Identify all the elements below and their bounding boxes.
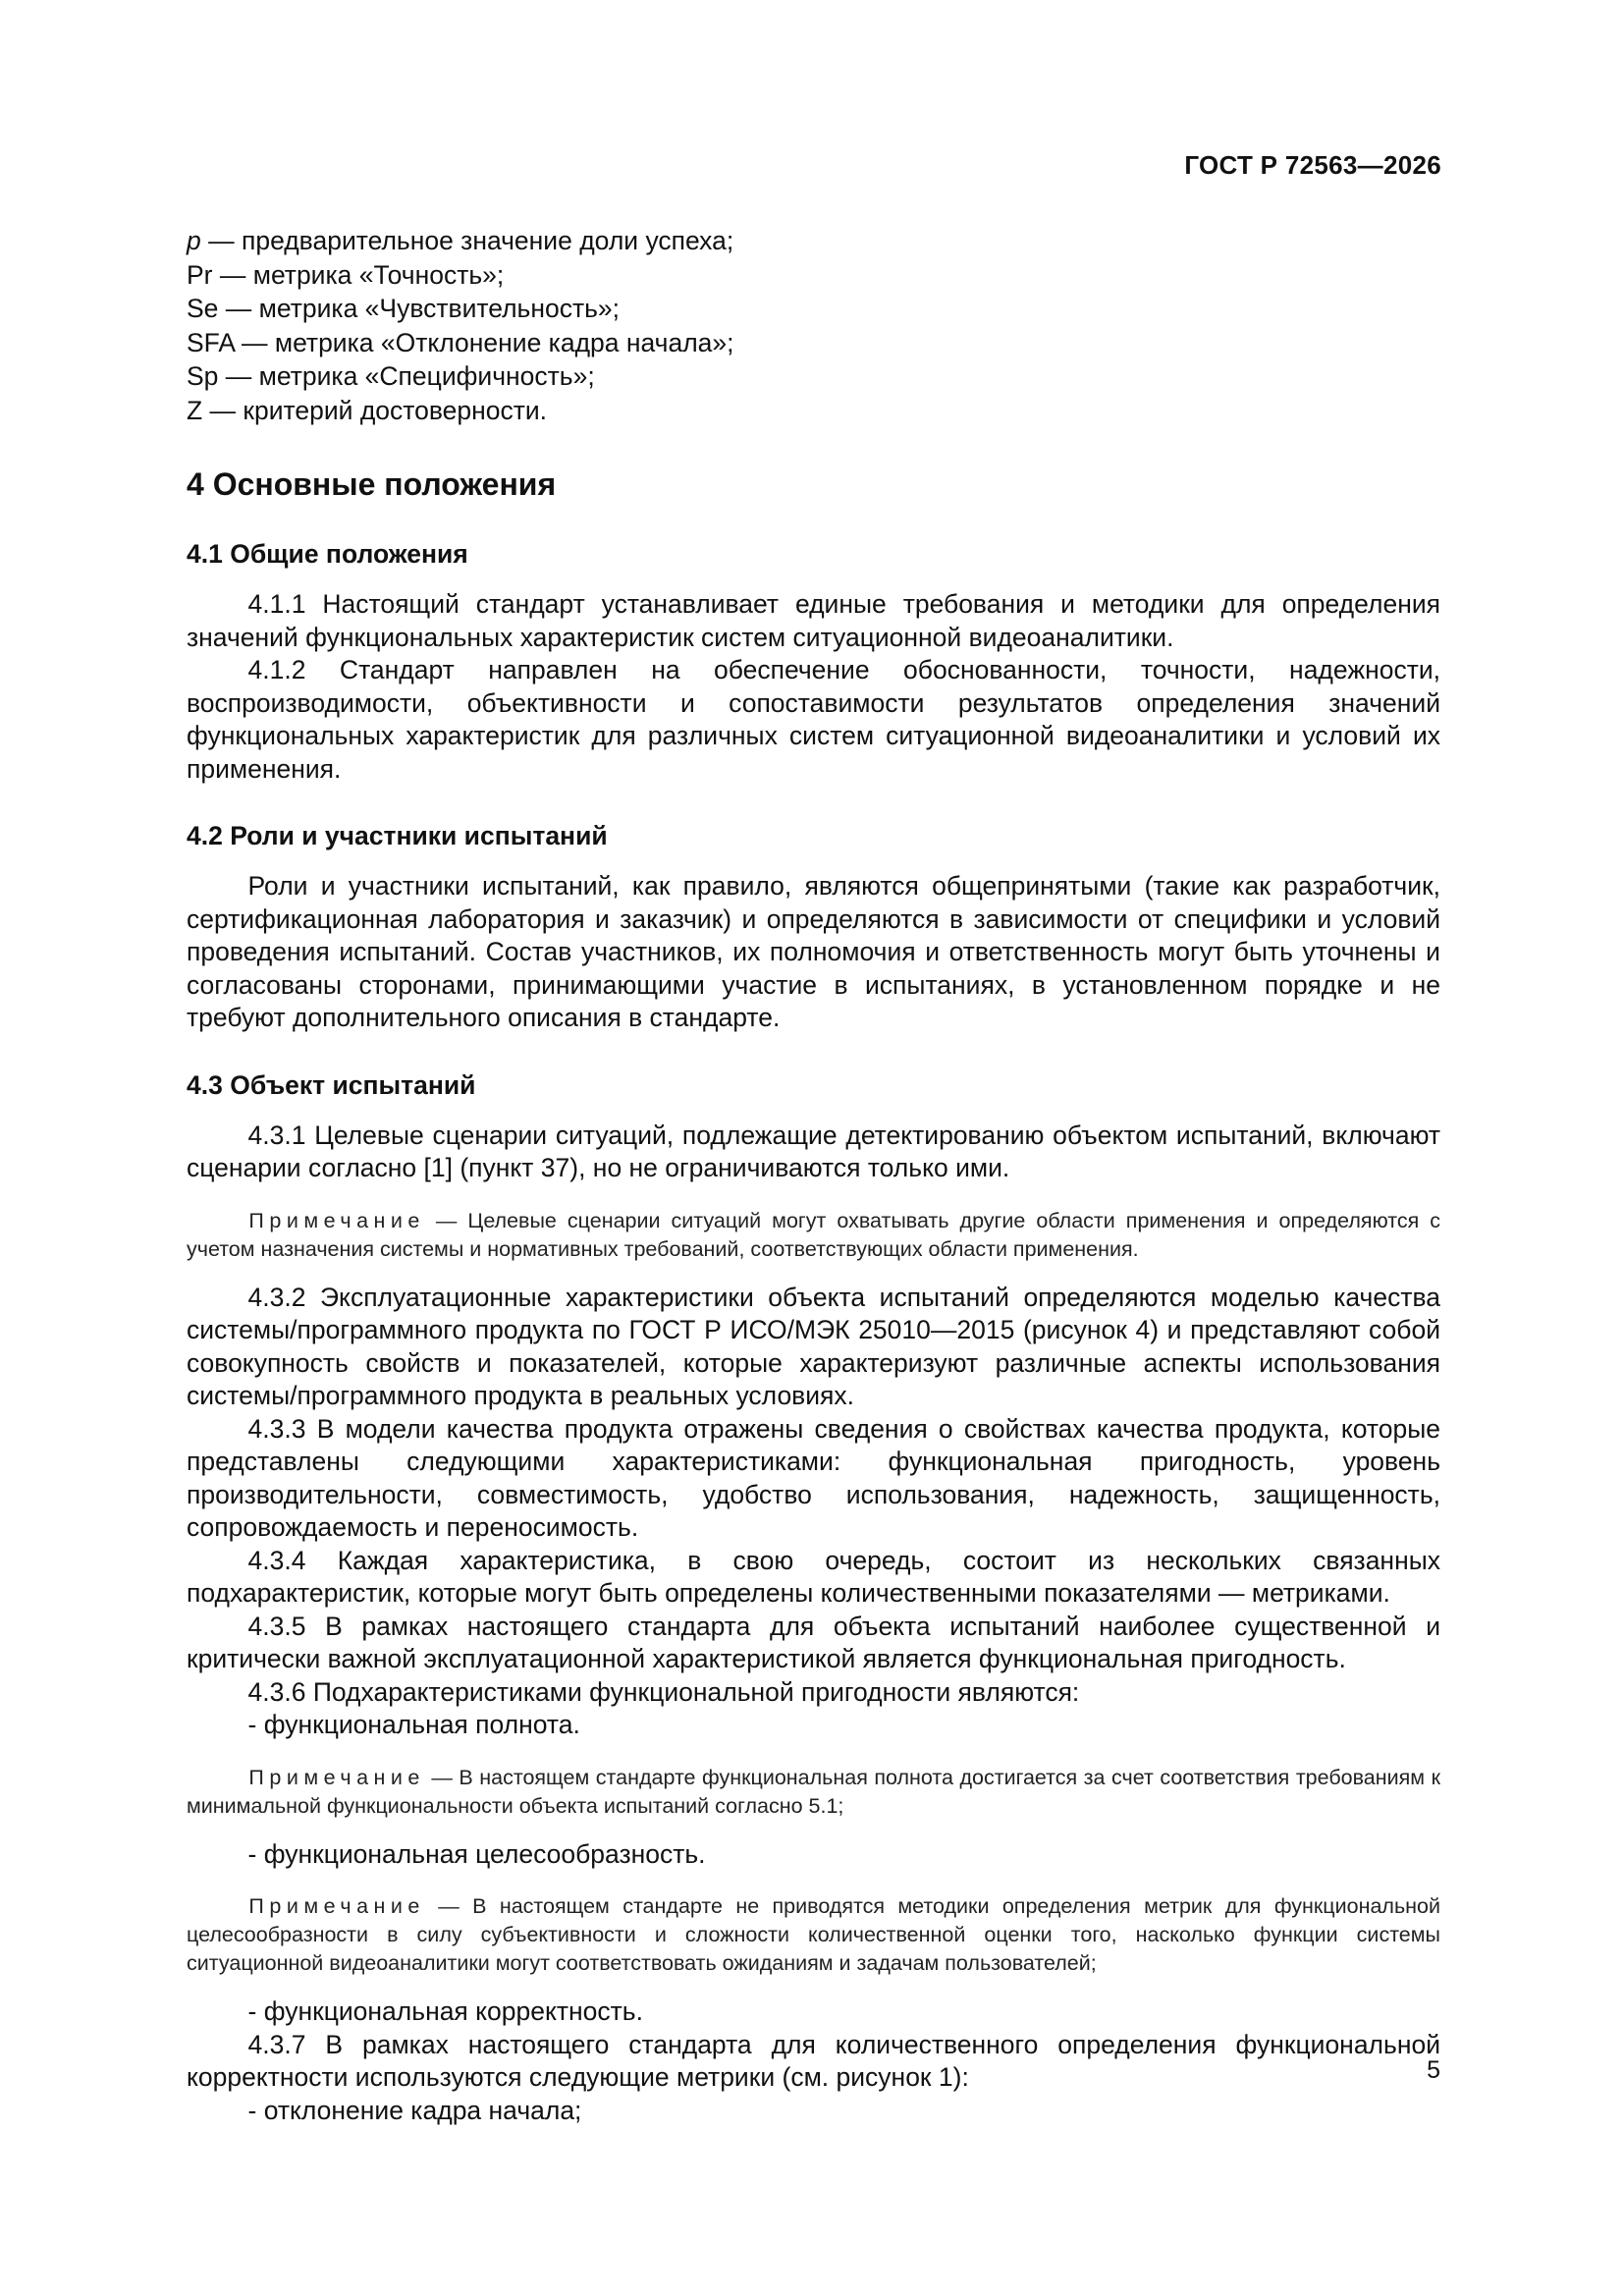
symbol-term: SFA: [187, 327, 235, 357]
symbol-definition: — критерий достоверности.: [202, 395, 548, 425]
note-3: [187, 1892, 1440, 1978]
symbol-term: p: [187, 226, 201, 255]
symbol-item: [187, 326, 1440, 360]
paragraph-4-1-2: 4.1.2 Стандарт направлен на обеспечение обоснованности, точности, надежности, воспроизводимости, объективности и сопоставимости результатов определения значений функциональных характеристик для различных систем ситуационной видеоаналитики и условий их применения.: [187, 655, 1440, 784]
symbol-definition: — предварительное значение доли успеха;: [200, 226, 734, 255]
symbol-term: Sp: [187, 361, 219, 391]
note-1: [187, 1207, 1440, 1264]
page-number: 5: [1427, 2056, 1440, 2084]
list-item: - функциональная полнота.: [247, 1710, 580, 1739]
list-item: - функциональная корректность.: [247, 1996, 643, 2026]
symbol-item: [187, 224, 1440, 258]
paragraph-4-3-5: 4.3.5 В рамках настоящего стандарта для объекта испытаний наиболее существенной и критически важной эксплуатационной характеристикой является функциональная пригодность.: [187, 1611, 1440, 1673]
list-item: - функциональная целесообразность.: [247, 1838, 706, 1869]
paragraph-4-3-1: 4.3.1 Целевые сценарии ситуаций, подлежащие детектированию объектом испытаний, включают сценарии согласно [1] (пункт 37), но не ограничиваются только ими.: [187, 1120, 1440, 1182]
page-content: [187, 224, 1440, 2127]
symbol-definition: — метрика «Чувствительность»;: [218, 294, 621, 323]
symbol-definition: — метрика «Отклонение кадра начала»;: [234, 327, 734, 357]
note-label: Примечание: [248, 1208, 425, 1232]
paragraph-4-3-2: 4.3.2 Эксплуатационные характеристики объекта испытаний определяются моделью качества системы/программного продукта по ГОСТ Р ИСО/МЭК 25010—2015 (рисунок 4) и представляют собой совокупность свойств и показателей, которые характеризуют различные аспекты использования системы/программного продукта в реальных условиях.: [187, 1282, 1440, 1410]
section-4-heading: 4 Основные положения: [187, 466, 557, 502]
section-4-2-heading: 4.2 Роли и участники испытаний: [187, 821, 608, 850]
symbols-list: [187, 224, 1440, 427]
paragraph-4-3-4: 4.3.4 Каждая характеристика, в свою очередь, состоит из нескольких связанных подхарактеристик, которые могут быть определены количественными показателями — метриками.: [187, 1545, 1440, 1608]
paragraph-4-3-7: 4.3.7 В рамках настоящего стандарта для количественного определения функциональной корректности используются следующие метрики (см. рисунок 1):: [187, 2029, 1440, 2092]
note-text: — В настоящем стандарте функциональная полнота достигается за счет соответствия требованиям к минимальной функциональности объекта испытаний согласно 5.1;: [187, 1765, 1440, 1818]
symbol-item: [187, 359, 1440, 394]
symbol-term: Se: [187, 294, 219, 323]
symbol-item: [187, 292, 1440, 326]
note-label: Примечание: [248, 1765, 425, 1789]
symbol-item: [187, 258, 1440, 293]
symbol-term: Pr: [187, 259, 213, 290]
symbol-definition: — метрика «Точность»;: [212, 259, 505, 290]
note-text: — В настоящем стандарте не приводятся методики определения метрик для функциональной целесообразности в силу субъективности и сложности количественной оценки того, насколько функции системы ситуационной видеоаналитики могут соответствовать ожиданиям и задачам пользователей;: [187, 1894, 1440, 1975]
document-code-header: ГОСТ Р 72563—2026: [1184, 150, 1441, 180]
section-4-1-heading: 4.1 Общие положения: [187, 539, 468, 569]
symbol-item: [187, 394, 1440, 428]
symbol-term: Z: [187, 395, 203, 425]
paragraph-4-3-6: 4.3.6 Подхарактеристиками функциональной пригодности являются:: [247, 1676, 1080, 1707]
note-text: — Целевые сценарии ситуаций могут охватывать другие области применения и определяются с учетом назначения системы и нормативных требований, соответствующих области применения.: [187, 1208, 1440, 1261]
list-item: - отклонение кадра начала;: [247, 2095, 582, 2125]
paragraph-4-1-1: 4.1.1 Настоящий стандарт устанавливает единые требования и методики для определения значений функциональных характеристик систем ситуационной видеоаналитики.: [187, 589, 1440, 652]
note-label: Примечание: [248, 1894, 425, 1918]
paragraph-4-3-3: 4.3.3 В модели качества продукта отражены сведения о свойствах качества продукта, которые представлены следующими характеристиками: функциональная пригодность, уровень производительности, совместимость, удобство использования, надежность, защищенность, сопровождаемость и переносимость.: [187, 1413, 1440, 1542]
note-2: [187, 1764, 1440, 1821]
symbol-definition: — метрика «Специфичность»;: [218, 361, 595, 391]
paragraph-4-2: Роли и участники испытаний, как правило, являются общепринятыми (такие как разработчик, сертификационная лаборатория и заказчик) и определяются в зависимости от специфики и условий проведения испытаний. Состав участников, их полномочия и ответственность могут быть уточнены и согласованы сторонами, принимающими участие в испытаниях, в установленном порядке и не требуют дополнительного описания в стандарте.: [187, 871, 1440, 1032]
section-4-3-heading: 4.3 Объект испытаний: [187, 1069, 476, 1100]
